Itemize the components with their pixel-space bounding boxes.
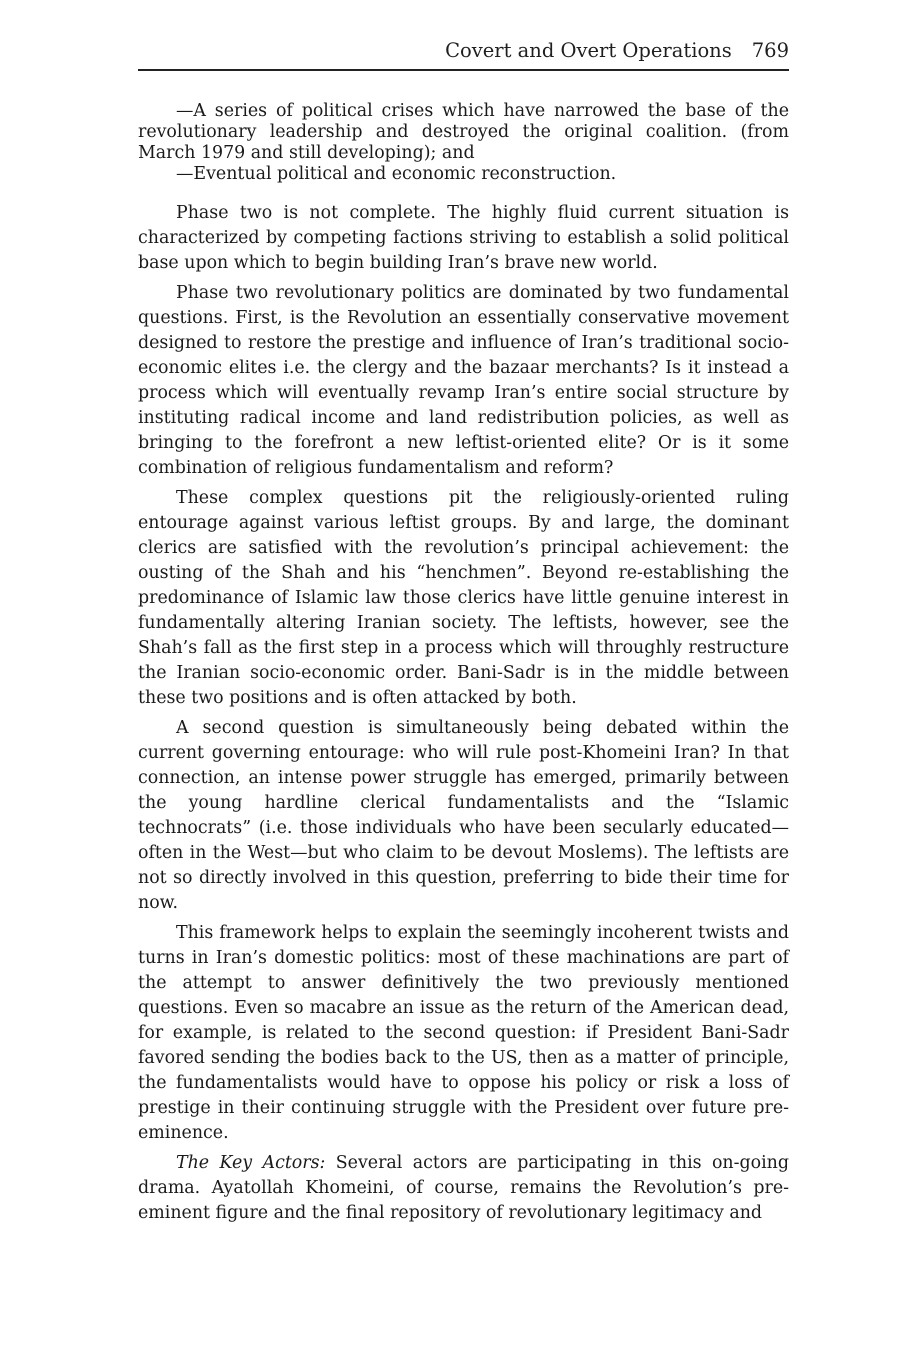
header-rule (138, 69, 789, 71)
list-item: —A series of political crises which have narrowed the base of the revolutionary leadership and destroyed the original coalition. (from March 1979 and still developing); and (138, 101, 789, 163)
paragraph: A second question is simultaneously being debated within the current governing entourage: who will rule post-Khomeini Iran? In that connection, an intense power struggle has emerged, primarily between the young hardline clerical fundamentalists and the “Islamic technocrats” (i.e. those individuals who have been secularly educated—often in the West—but who claim to be devout Moslems). The leftists are not so directly involved in this question, preferring to bide their time for now. (138, 718, 789, 913)
run-in-heading: The Key Actors: (176, 1153, 326, 1173)
running-head (138, 36, 789, 66)
phase-list (138, 101, 789, 185)
paragraph-key-actors (138, 1151, 789, 1226)
paragraph: These complex questions pit the religiously-oriented ruling entourage against various leftist groups. By and large, the dominant clerics are satisfied with the revolution’s principal achievement: the ousting of the Shah and his “henchmen”. Beyond re-establishing the predominance of Islamic law those clerics have little genuine interest in fundamentally altering Iranian society. The leftists, however, see the Shah’s fall as the first step in a process which will throughly restructure the Iranian socio-economic order. Bani-Sadr is in the middle between these two positions and is often attacked by both. (138, 488, 789, 708)
running-title: Covert and Overt Operations (445, 39, 732, 62)
body-text (138, 201, 789, 1231)
page-number: 769 (751, 39, 789, 62)
paragraph-text: Several actors are participating in this on-going drama. Ayatollah Khomeini, of course, remains the Revolution’s pre-eminent figure and the final repository of revolutionary legitimacy and (138, 1153, 789, 1223)
paragraph: Phase two is not complete. The highly fluid current situation is characterized by competing factions striving to establish a solid political base upon which to begin building Iran’s brave new world. (138, 203, 789, 273)
paragraph: Phase two revolutionary politics are dominated by two fundamental questions. First, is the Revolution an essentially conservative movement designed to restore the prestige and influence of Iran’s traditional socio-economic elites i.e. the clergy and the bazaar merchants? Is it instead a process which will eventually revamp Iran’s entire social structure by instituting radical income and land redistribution policies, as well as bringing to the forefront a new leftist-oriented elite? Or is it some combination of religious fundamentalism and reform? (138, 283, 789, 478)
list-item: —Eventual political and economic reconstruction. (176, 164, 617, 184)
paragraph: This framework helps to explain the seemingly incoherent twists and turns in Iran’s domestic politics: most of these machinations are part of the attempt to answer definitively the two previously mentioned questions. Even so macabre an issue as the return of the American dead, for example, is related to the second question: if President Bani-Sadr favored sending the bodies back to the US, then as a matter of principle, the fundamentalists would have to oppose his policy or risk a loss of prestige in their continuing struggle with the President over future pre-eminence. (138, 923, 789, 1143)
